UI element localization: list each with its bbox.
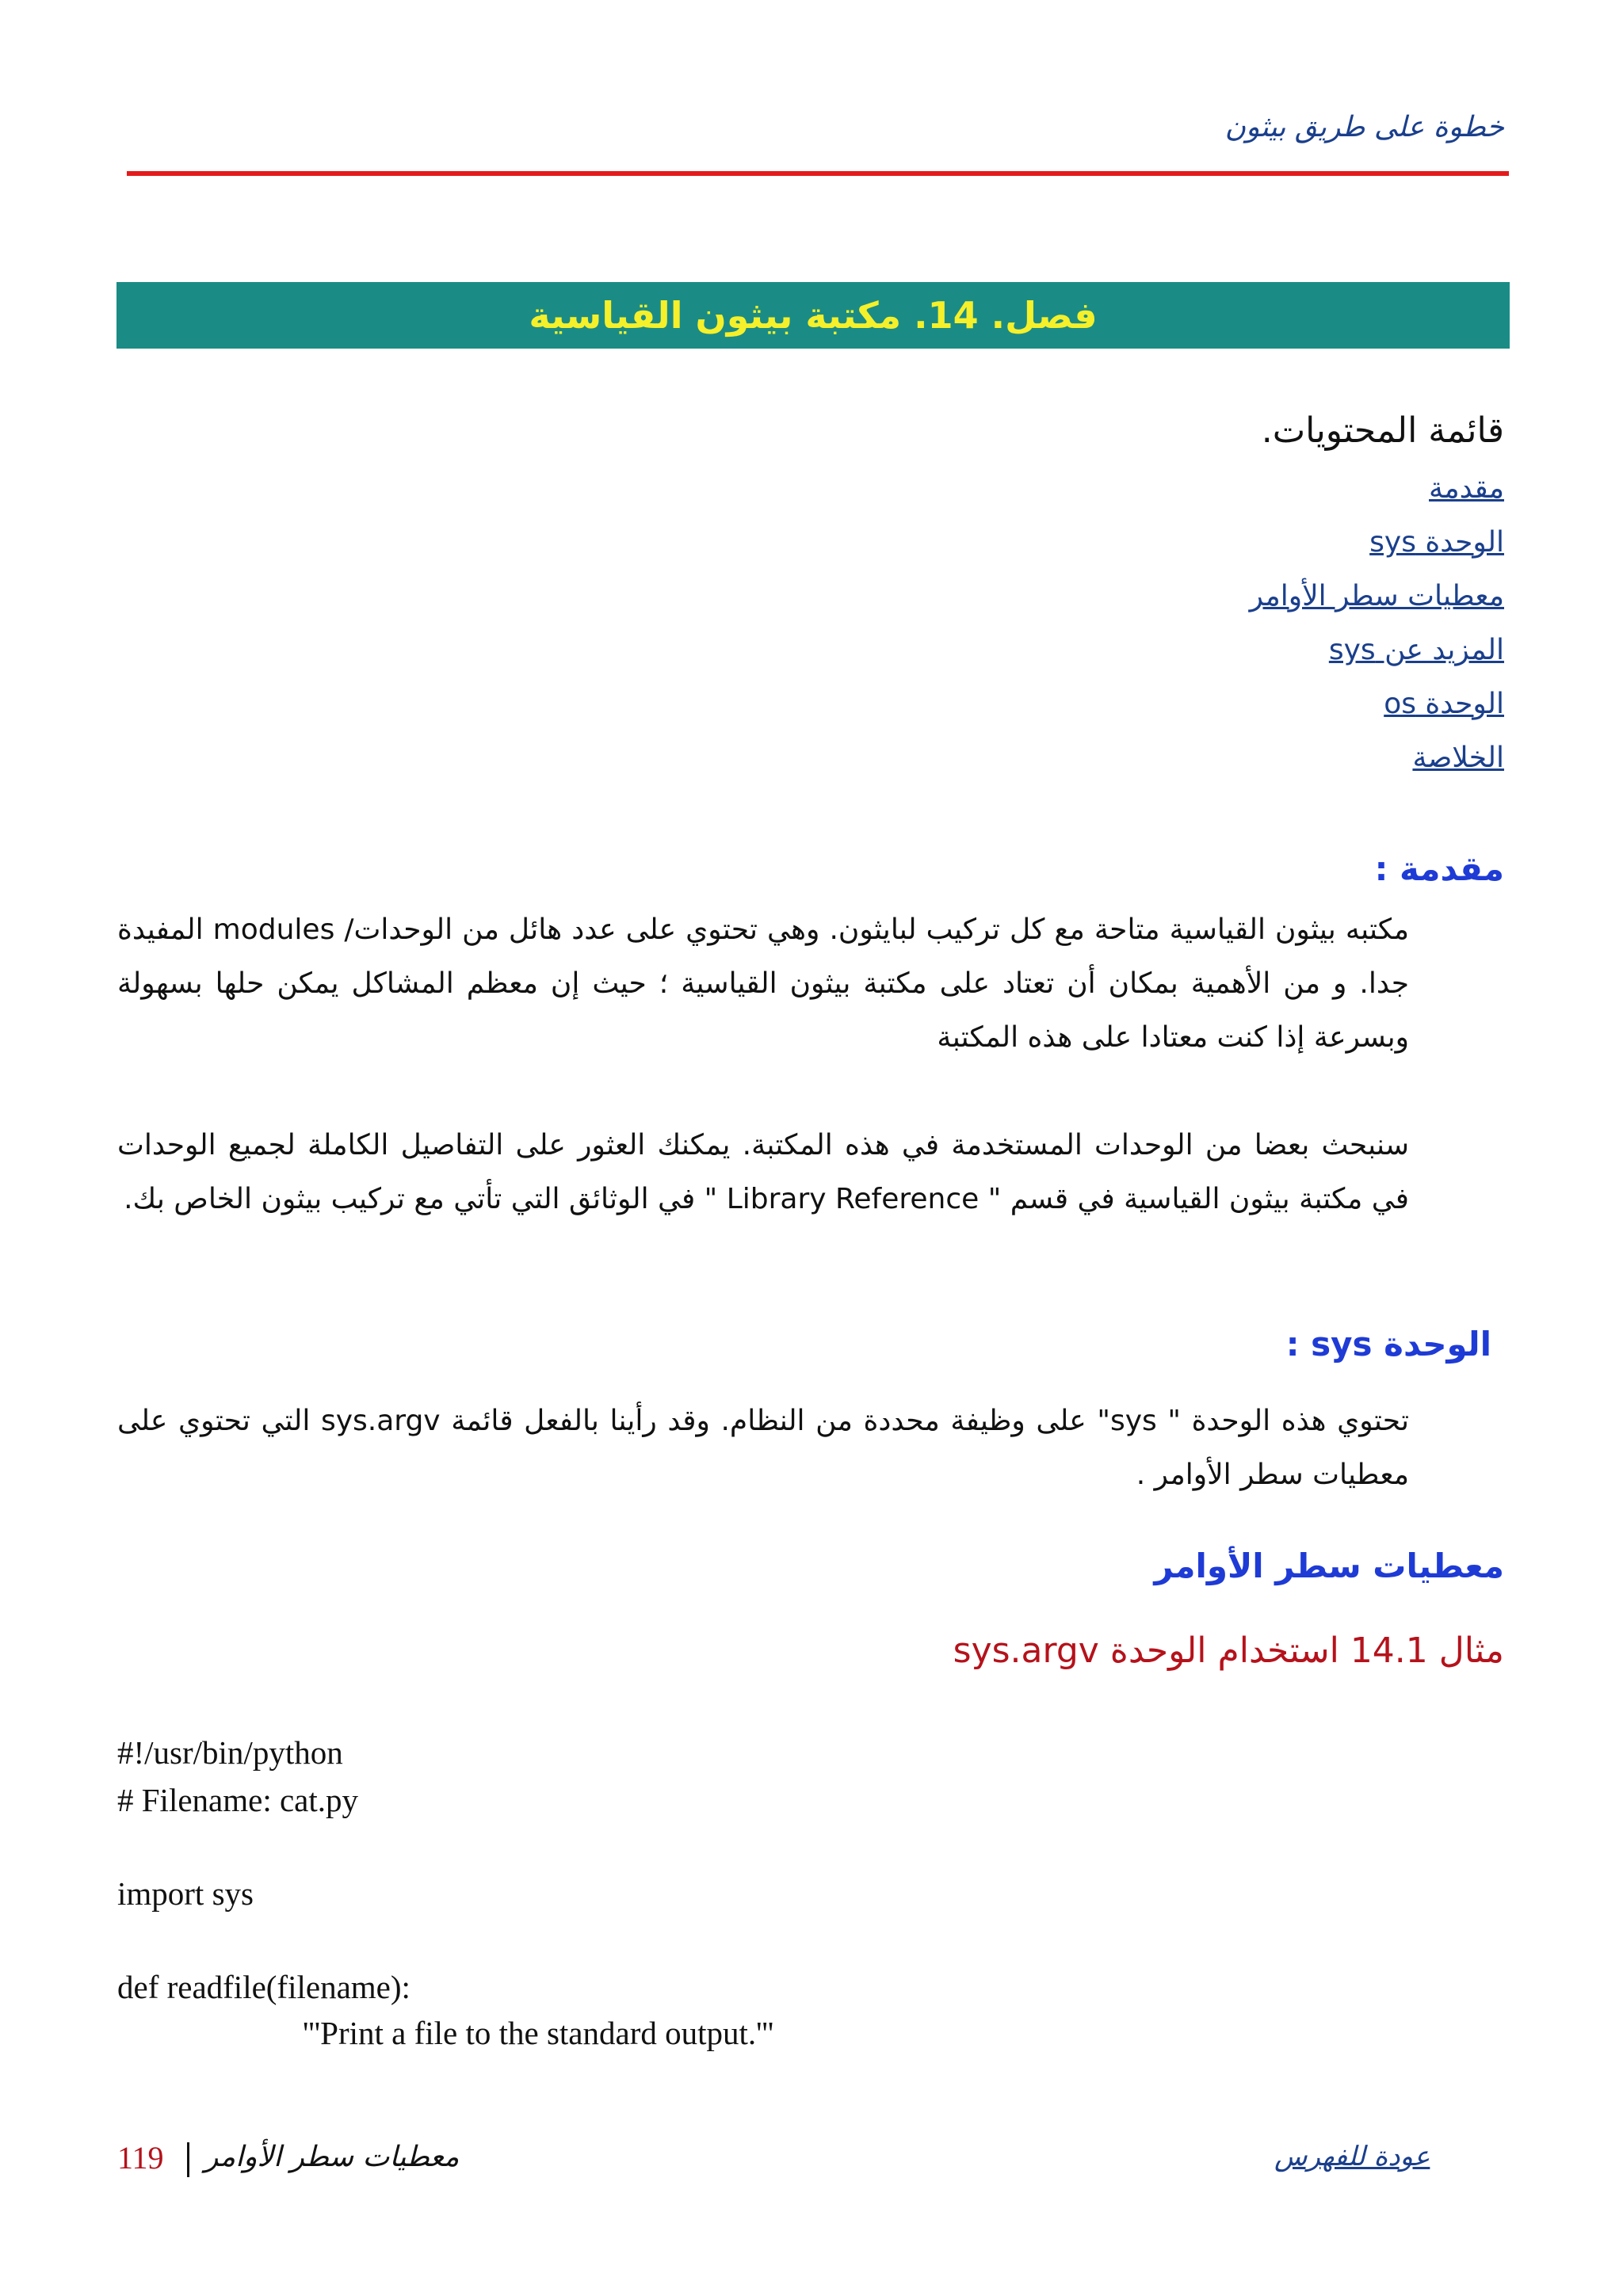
- code-line-def: def readfile(filename):: [117, 1969, 411, 2005]
- toc-link-intro[interactable]: مقدمة: [1429, 472, 1504, 505]
- chapter-banner: [116, 282, 1510, 349]
- toc-link-summary[interactable]: الخلاصة: [1412, 742, 1504, 774]
- intro-paragraph-2: سنبحث بعضا من الوحدات المستخدمة في هذه المكتبة. يمكنك العثور على التفاصيل الكاملة لجميع الوحدات في مكتبة بيثون القياسية في قسم " Library Reference " في الوثائق التي تأتي مع تركيب بيثون الخاص بك.: [117, 1129, 1409, 1215]
- footer-page-number: 119: [117, 2140, 164, 2176]
- header-rule: [127, 171, 1509, 176]
- sys-heading: الوحدة sys :: [1285, 1325, 1491, 1363]
- toc-link-command-line-args[interactable]: معطيات سطر الأوامر: [1249, 580, 1504, 612]
- intro-paragraph-1: مكتبه بيثون القياسية متاحة مع كل تركيب لبايثون. وهي تحتوي على عدد هائل من الوحدات/ modules المفيدة جدا. و من الأهمية بمكان أن تعتاد على مكتبة بيثون القياسية ؛ حيث إن معظم المشاكل يمكن حلها بسهولة وبسرعة إذا كنت معتادا على هذه المكتبة: [117, 913, 1410, 1054]
- code-line-docstring: '''Print a file to the standard output.''': [238, 2015, 774, 2051]
- toc-link-os-module[interactable]: الوحدة os: [1384, 688, 1504, 720]
- toc-link-sys-module[interactable]: الوحدة sys: [1369, 526, 1504, 559]
- footer-divider: [187, 2142, 189, 2177]
- code-line-shebang: #!/usr/bin/python: [117, 1734, 343, 1771]
- footer-chapter-label: معطيات سطر الأوامر: [204, 2141, 460, 2173]
- args-heading: معطيات سطر الأوامر: [1154, 1547, 1504, 1585]
- sys-paragraph: تحتوي هذه الوحدة " sys" على وظيفة محددة من النظام. وقد رأينا بالفعل قائمة sys.argv التي تحتوي على معطيات سطر الأوامر .: [117, 1405, 1409, 1491]
- intro-heading: مقدمة :: [1374, 849, 1504, 888]
- chapter-title: فصل. 14. مكتبة بيثون القياسية: [529, 294, 1098, 337]
- toc-heading: قائمة المحتويات.: [1261, 410, 1504, 451]
- code-line-filename: # Filename: cat.py: [117, 1782, 358, 1818]
- toc-link-more-sys[interactable]: المزيد عن sys: [1328, 634, 1504, 666]
- running-header: خطوة على طريق بيثون: [1224, 111, 1504, 143]
- code-line-import: import sys: [117, 1875, 254, 1912]
- footer-back-to-index-link[interactable]: عودة للفهرس: [1274, 2141, 1430, 2172]
- example-caption: مثال 14.1 استخدام الوحدة sys.argv: [953, 1630, 1504, 1671]
